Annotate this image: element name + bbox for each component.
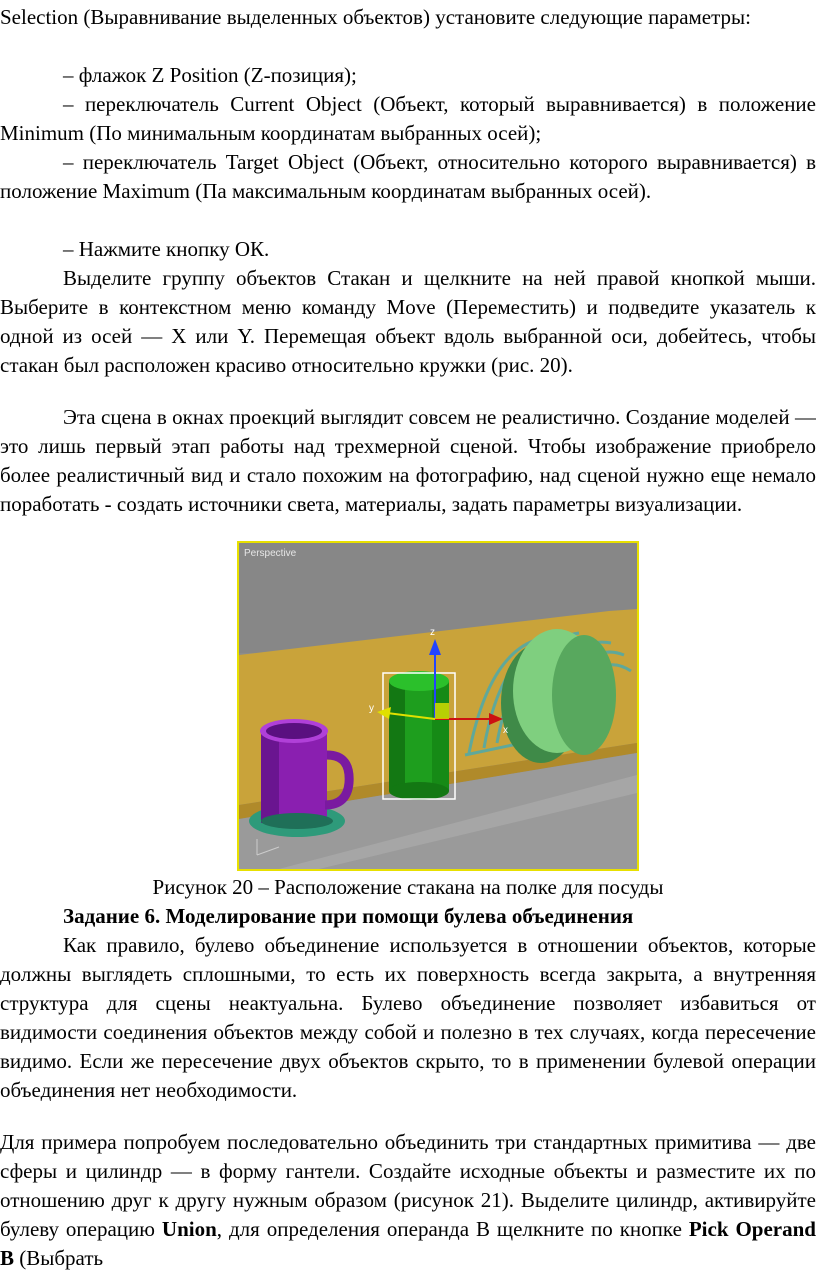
union-term: Union [161, 1217, 217, 1241]
viewport-label: Perspective [244, 548, 297, 559]
paragraph-scene-realism: Эта сцена в окнах проекций выглядит совсем не реалистично. Создание моделей — это лишь первый этап работы над трехмерной сценой. Чтобы изображение приобрело более реалистичный вид и стало похожим на фотографию, над сценой нужно еще немало поработать - создать источники света, материалы, задать параметры визуализации. [0, 405, 816, 516]
list-item-z-position: – флажок Z Position (Z-позиция); [63, 63, 357, 87]
text-run: (Выбрать [14, 1246, 104, 1270]
axis-z-label: z [430, 627, 435, 638]
paragraph-move-glass: Выделите группу объектов Стакан и щелкните на ней правой кнопкой мыши. Выберите в контекстном меню команду Move (Переместить) и подведите указатель к одной из осей — X или Y. Перемещая объект вдоль выбранной оси, добейтесь, чтобы стакан был расположен красиво относительно кружки (рис. 20). [0, 266, 816, 377]
axis-y-label: y [369, 703, 374, 714]
figure-caption: Рисунок 20 – Расположение стакана на полке для посуды [152, 875, 664, 899]
pick-operand-term: Pick Operand B [0, 1217, 816, 1270]
section-heading: Задание 6. Моделирование при помощи булева объединения [63, 904, 634, 928]
paragraph-boolean-union: Как правило, булево объединение используется в отношении объектов, которые должны выглядеть сплошными, то есть их поверхность всегда закрыта, а внутренняя структура для сцены неактуальна. Булево объединение позволяет избавиться от видимости соединения объектов между собой и полезно в тех случаях, когда пересечение видимо. Если же пересечение двух объектов скрыто, то в применении булевой операции объединения нет необходимости. [0, 933, 816, 1102]
list-item-target-object: – переключатель Target Object (Объект, относительно которого выравнивается) в положение Maximum (Па максимальным координатам выбранных осей). [0, 150, 816, 203]
scene-render [239, 543, 637, 869]
text-run: Для примера попробуем последовательно объединить три стандартных примитива — две сферы и цилиндр — в форму гантели. Создайте исходные объекты и разместите их по отношению друг к другу нужным образом (рисунок 21). Выделите цилиндр, активируйте булеву операцию [0, 1130, 816, 1241]
list-item-press-ok: – Нажмите кнопку ОК. [63, 237, 270, 261]
axis-x-label: x [503, 725, 508, 736]
paragraph-selection-params: Selection (Выравнивание выделенных объектов) установите следующие параметры: [0, 5, 751, 29]
paragraph-dumbbell-example [0, 1128, 816, 1273]
list-item-current-object: – переключатель Current Object (Объект, который выравнивается) в положение Minimum (По минимальным координатам выбранных осей); [0, 92, 816, 145]
figure-20-perspective-viewport [237, 541, 639, 871]
text-run: , для определения операнда В щелкните по кнопке [216, 1217, 689, 1241]
